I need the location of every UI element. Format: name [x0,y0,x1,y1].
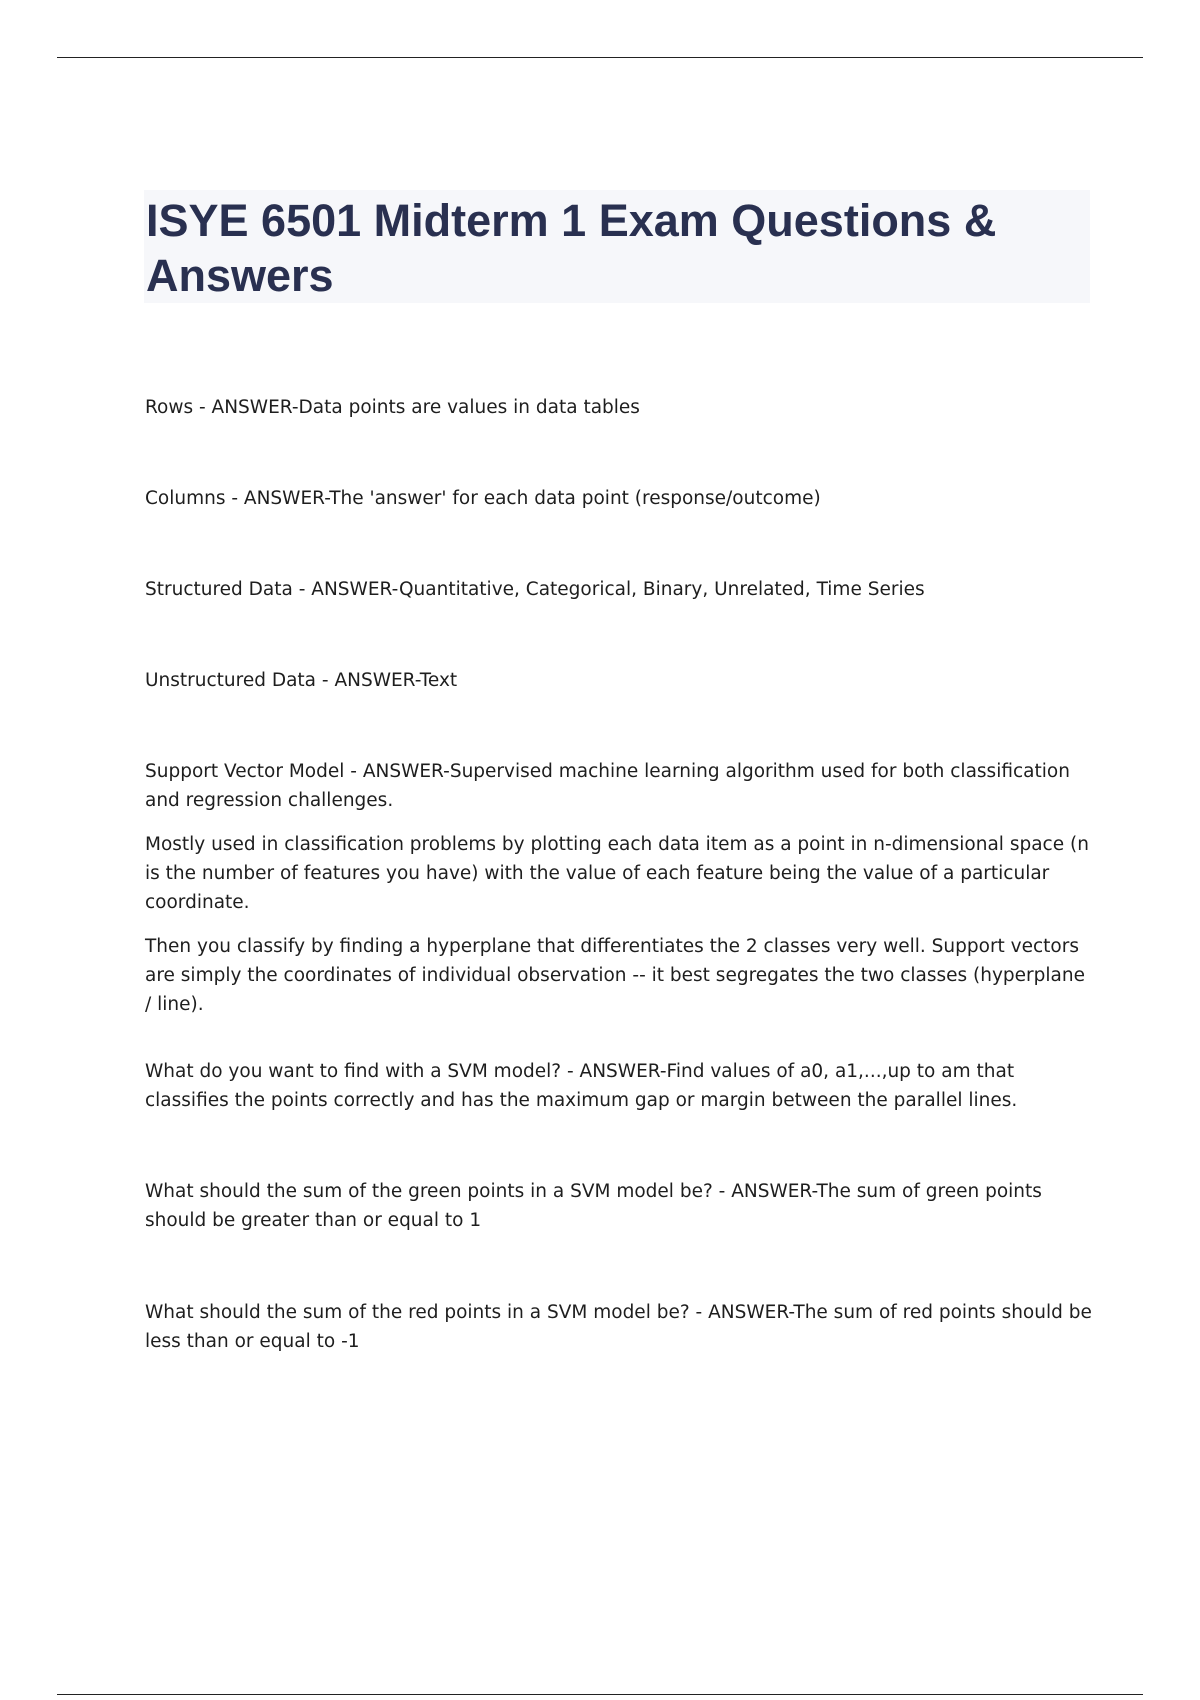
qa-item [145,1298,1095,1356]
qa-item [145,575,925,604]
qa-text: Unstructured Data - ANSWER-Text [145,670,458,691]
header-rule [57,57,1143,58]
qa-text: What should the sum of the red points in a SVM model be? - ANSWER-The sum of red points should be less than or equal to -1 [145,1302,1092,1352]
title-block [144,190,1090,303]
footer-rule [57,1694,1143,1695]
qa-text: Structured Data - ANSWER-Quantitative, Categorical, Binary, Unrelated, Time Series [145,579,925,600]
page-title: ISYE 6501 Midterm 1 Exam Questions & Answers [146,195,997,301]
qa-item [145,757,1095,1019]
qa-item [145,1057,1095,1115]
qa-text-continued: Mostly used in classification problems by plotting each data item as a point in n-dimensional space (n is the number of features you have) with the value of each feature being the value of a particular coordinate. [145,834,1089,913]
qa-item [145,666,457,695]
qa-text: Rows - ANSWER-Data points are values in data tables [145,397,640,418]
qa-item [145,393,640,422]
qa-item [145,1177,1095,1235]
qa-text: What do you want to find with a SVM model? - ANSWER-Find values of a0, a1,...,up to am that classifies the points correctly and has the maximum gap or margin between the parallel lines. [145,1061,1018,1111]
qa-item [145,484,821,513]
qa-text-continued: Then you classify by finding a hyperplane that differentiates the 2 classes very well. Support vectors are simply the coordinates of individual observation -- it best segregates the two classes (hyperplane / line). [145,936,1085,1015]
qa-text: Columns - ANSWER-The 'answer' for each data point (response/outcome) [145,488,821,509]
qa-text: Support Vector Model - ANSWER-Supervised machine learning algorithm used for both classification and regression challenges. [145,761,1070,811]
qa-text: What should the sum of the green points in a SVM model be? - ANSWER-The sum of green points should be greater than or equal to 1 [145,1181,1042,1231]
